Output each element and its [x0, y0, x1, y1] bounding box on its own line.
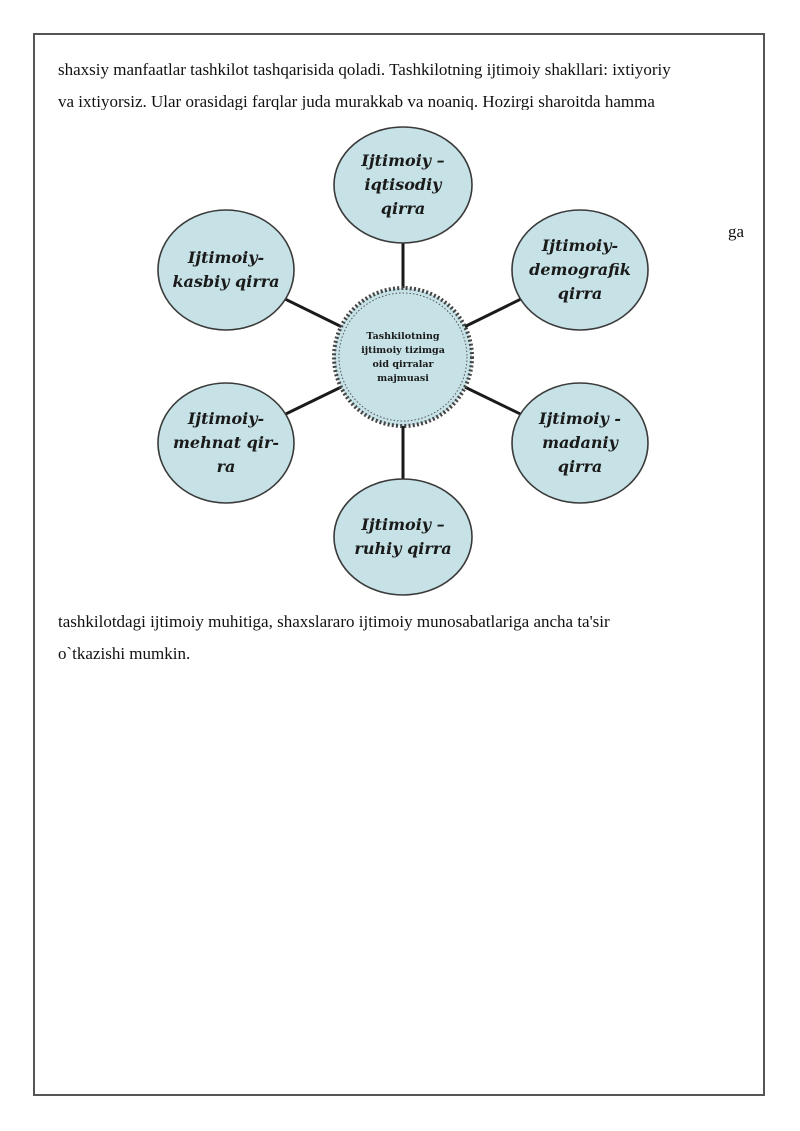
facet-node-upper-right	[512, 210, 648, 330]
facet-label: Ijtimoiy-	[187, 248, 265, 267]
facet-label: qirra	[557, 284, 603, 303]
center-label: ijtimoiy tizimga	[361, 345, 445, 356]
facet-label: iqtisodiy	[364, 175, 442, 194]
facet-label: Ijtimoiy -	[539, 409, 621, 428]
center-label: majmuasi	[377, 373, 429, 384]
facet-label: ruhiy qirra	[354, 539, 452, 558]
facet-label: ra	[216, 457, 236, 476]
text-line: tashkilotdagi ijtimoiy muhitiga, shaxslararo ijtimoiy munosabatlariga ancha ta'sir	[58, 612, 610, 631]
facet-label: qirra	[380, 199, 426, 218]
facet-label: Ijtimoiy –	[361, 151, 445, 170]
facet-label: Ijtimoiy –	[361, 515, 445, 534]
facet-label: kasbiy qirra	[172, 272, 280, 291]
facet-node-lower-left	[158, 383, 294, 503]
facet-label: qirra	[557, 457, 603, 476]
facet-node-lower-right	[512, 383, 648, 503]
facet-label: mehnat qir-	[172, 433, 280, 452]
center-label: oid qirralar	[372, 359, 434, 370]
center-circle	[334, 288, 472, 426]
text-line: o`tkazishi mumkin.	[58, 644, 191, 663]
text-line: shaxsiy manfaatlar tashkilot tashqarisida qoladi. Tashkilotning ijtimoiy shakllari: ixtiyoriy	[58, 60, 671, 79]
facet-ellipse	[158, 210, 294, 330]
paragraph-bottom	[58, 606, 758, 670]
center-label: Tashkilotning	[366, 331, 440, 342]
text-line: va ixtiyorsiz. Ular orasidagi farqlar juda murakkab va noaniq. Hozirgi sharoitda hamma	[58, 92, 655, 110]
facet-node-bottom	[334, 479, 472, 595]
facet-label: madaniy	[542, 433, 618, 452]
facet-label: Ijtimoiy-	[187, 409, 265, 428]
text-fragment: ga	[728, 222, 745, 241]
facet-ellipse	[334, 479, 472, 595]
facet-label: demografik	[529, 260, 631, 279]
facet-node-upper-left	[158, 210, 294, 330]
facet-label: Ijtimoiy-	[541, 236, 619, 255]
center-node	[334, 288, 472, 426]
facet-node-top	[334, 127, 472, 243]
